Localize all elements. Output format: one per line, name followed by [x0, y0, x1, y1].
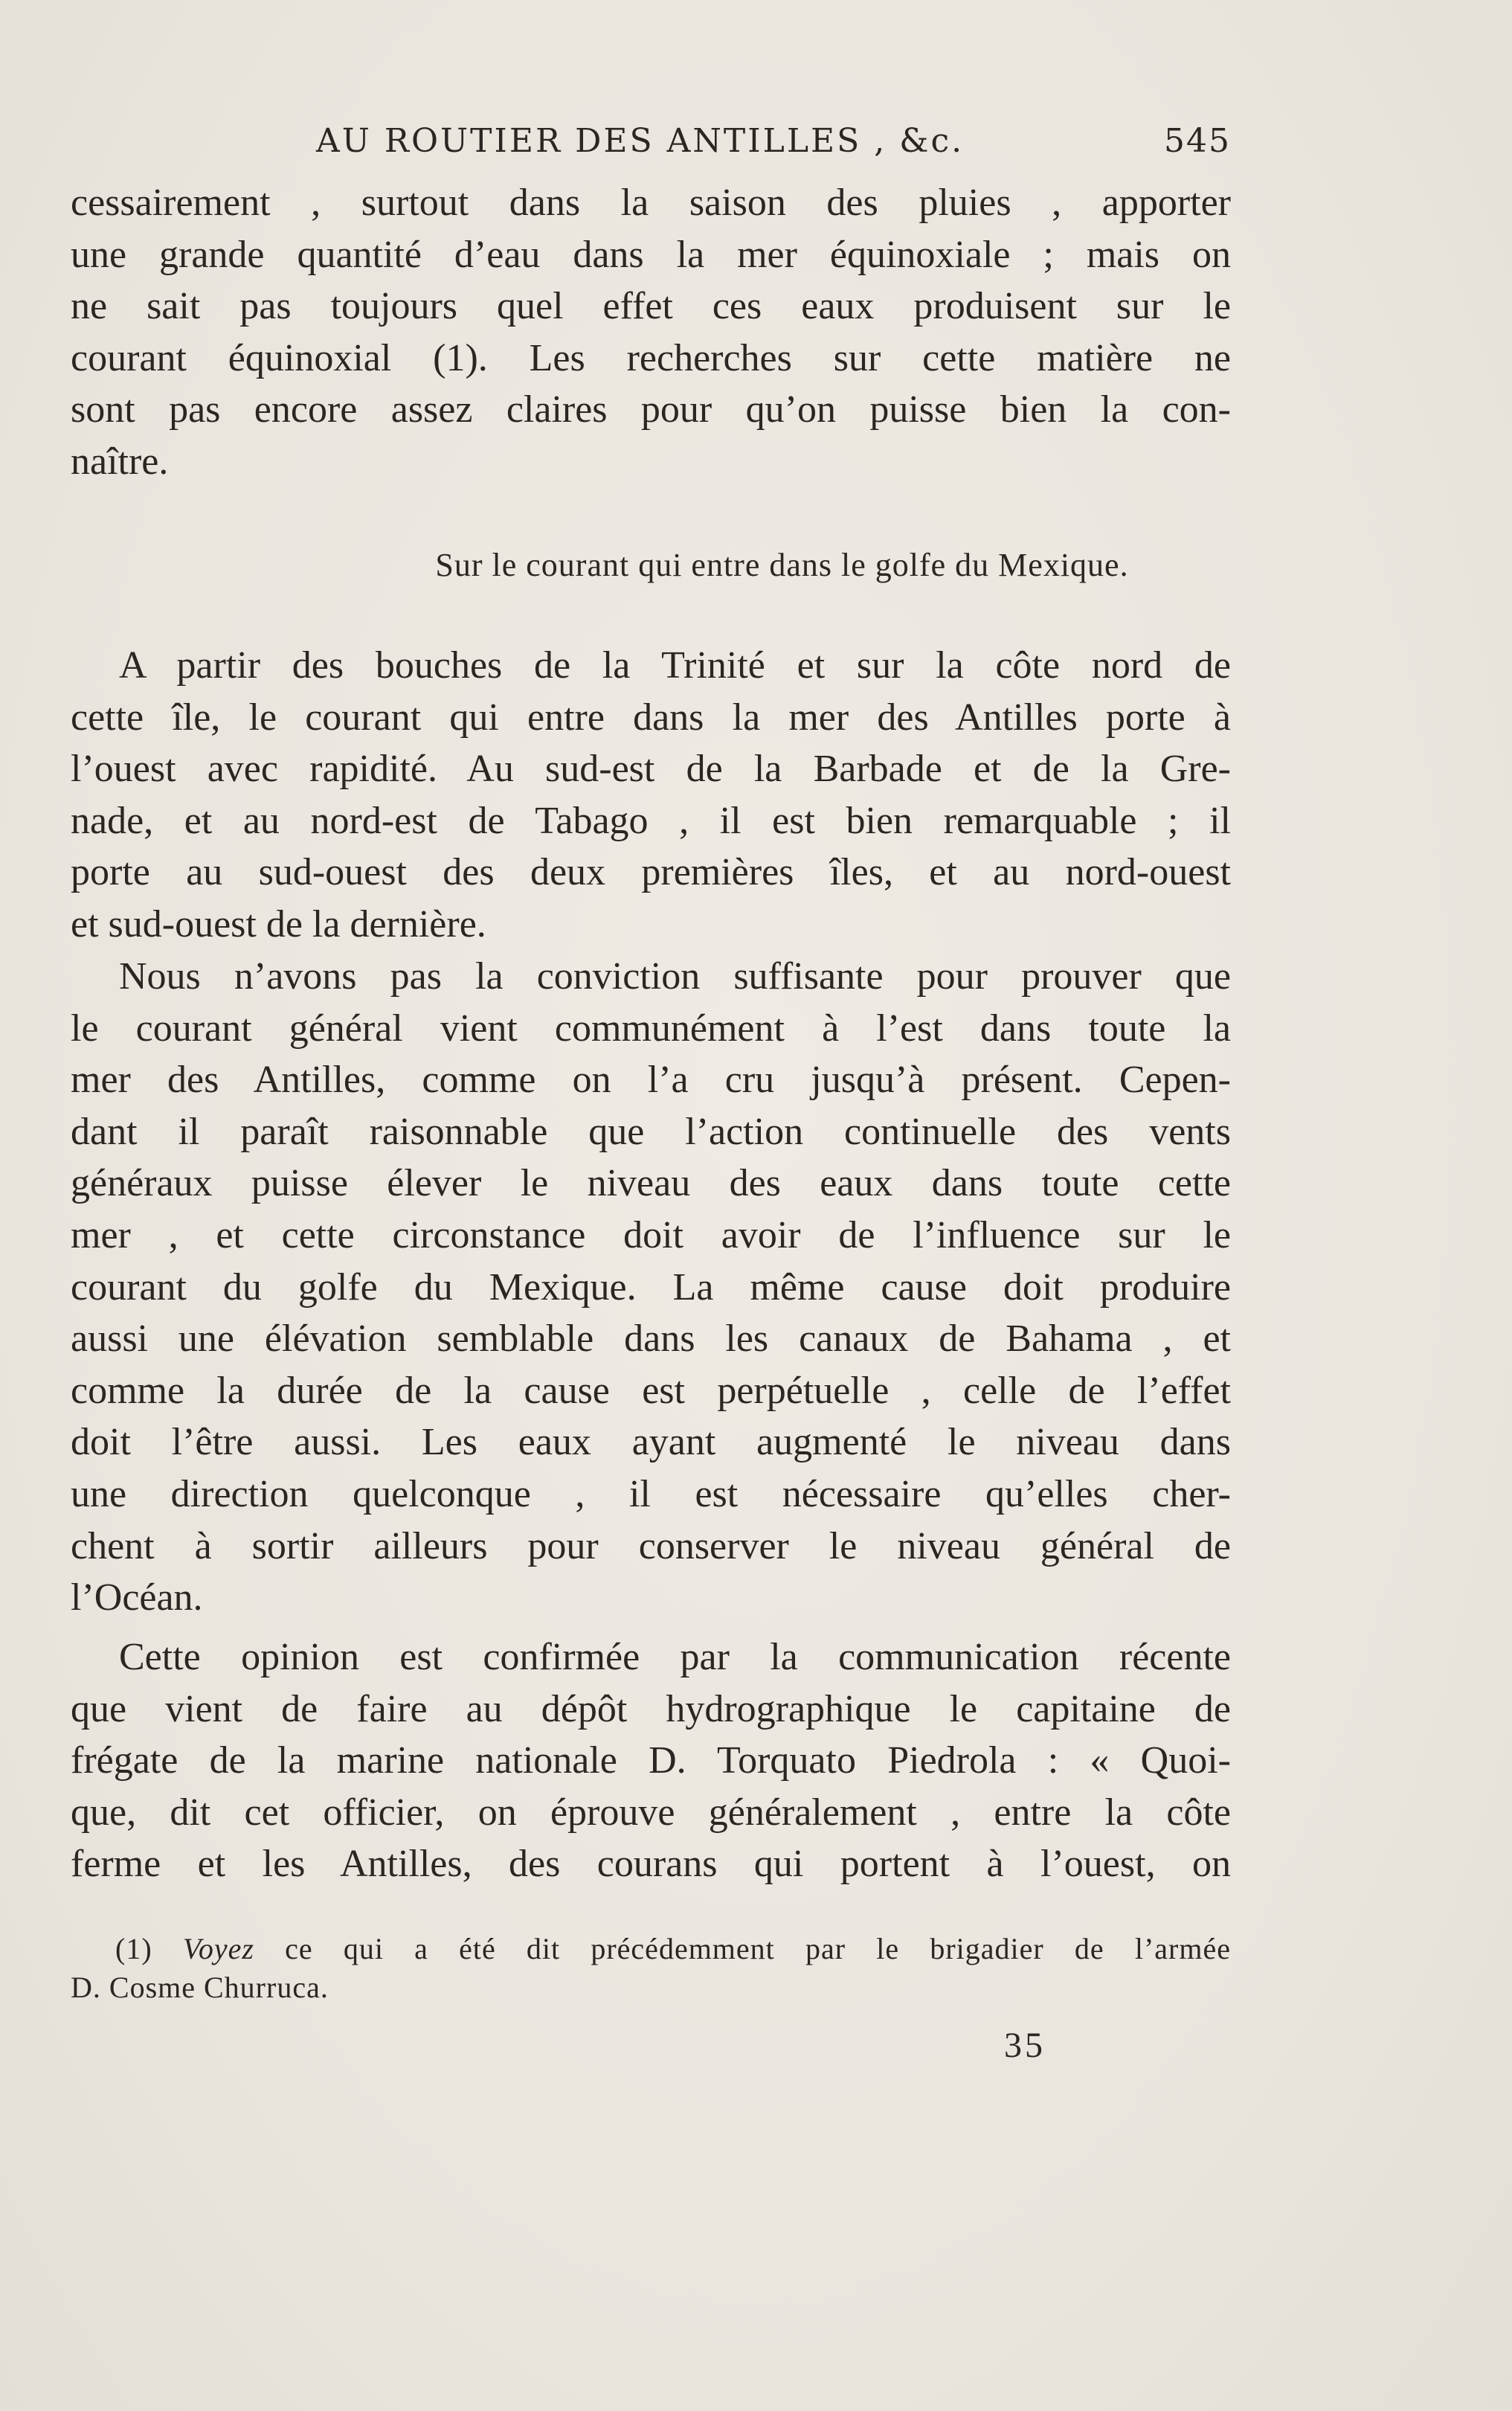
text-line: une grande quantité d’eau dans la mer équinoxiale ; mais on — [71, 233, 1231, 276]
paragraph-4 — [71, 1631, 1231, 1890]
section-heading-text: Sur le courant qui entre dans le golfe du Mexique. — [435, 547, 1129, 583]
text-line: mer , et cette circonstance doit avoir de l’influence sur le — [71, 1213, 1231, 1256]
text-line: aussi une élévation semblable dans les canaux de Bahama , et — [71, 1317, 1231, 1361]
paragraph-2 — [71, 640, 1231, 951]
text-line: l’Océan. — [71, 1576, 203, 1619]
text-line: chent à sortir ailleurs pour conserver le niveau général de — [71, 1524, 1231, 1567]
text-line: que vient de faire au dépôt hydrographique le capitaine de — [71, 1687, 1231, 1730]
footnote-line: D. Cosme Churruca. — [71, 1971, 329, 2004]
text-line: sont pas encore assez claires pour qu’on puisse bien la con- — [71, 388, 1231, 431]
text-line: que, dit cet officier, on éprouve généralement , entre la côte — [71, 1791, 1231, 1834]
text-line: l’ouest avec rapidité. Au sud-est de la Barbade et de la Gre- — [71, 748, 1231, 791]
text-line: courant du golfe du Mexique. La même cause doit produire — [71, 1265, 1231, 1309]
footnote-text: ce qui a été dit précédemment par le brigadier de l’armée — [285, 1932, 1231, 1965]
text-line: A partir des bouches de la Trinité et sur la côte nord de — [119, 644, 1231, 687]
text-line: Cette opinion est confirmée par la communication récente — [119, 1636, 1231, 1678]
page-number: 545 — [1164, 122, 1231, 160]
text-line: généraux puisse élever le niveau des eaux dans toute cette — [71, 1162, 1231, 1205]
text-line: frégate de la marine nationale D. Torquato Piedrola : « Quoi- — [71, 1739, 1231, 1782]
text-line: porte au sud-ouest des deux premières îles, et au nord-ouest — [71, 851, 1231, 894]
text-line: le courant général vient communément à l’est dans toute la — [71, 1007, 1231, 1050]
paragraph-1 — [71, 177, 1231, 488]
text-line: une direction quelconque , il est nécessaire qu’elles cher- — [71, 1472, 1231, 1515]
text-line: dant il paraît raisonnable que l’action continuelle des vents — [71, 1110, 1231, 1153]
text-line: nade, et au nord-est de Tabago , il est bien remarquable ; il — [71, 799, 1231, 842]
page-header — [71, 113, 1231, 165]
text-line: doit l’être aussi. Les eaux ayant augmenté le niveau dans — [71, 1421, 1231, 1464]
running-title: AU ROUTIER DES ANTILLES , &c. — [316, 122, 965, 160]
paragraph-3 — [71, 951, 1231, 1624]
text-line: ferme et les Antilles, des courans qui portent à l’ouest, on — [71, 1843, 1231, 1886]
text-line: cessairement , surtout dans la saison des pluies , apporter — [71, 182, 1231, 224]
section-heading — [0, 546, 1512, 584]
footnote-marker: (1) — [115, 1932, 152, 1965]
text-line: comme la durée de la cause est perpétuelle , celle de l’effet — [71, 1369, 1231, 1412]
text-line: mer des Antilles, comme on l’a cru jusqu’à présent. Cepen- — [71, 1059, 1231, 1102]
footnote-line — [71, 1930, 1231, 1968]
text-line: cette île, le courant qui entre dans la mer des Antilles porte à — [71, 696, 1231, 739]
text-line: et sud-ouest de la dernière. — [71, 902, 486, 946]
text-line: ne sait pas toujours quel effet ces eaux produisent sur le — [71, 285, 1231, 328]
text-line: naître. — [71, 440, 169, 483]
text-line: courant équinoxial (1). Les recherches sur cette matière ne — [71, 336, 1231, 379]
footnote — [71, 1930, 1231, 2007]
signature-mark: 35 — [1004, 2026, 1046, 2065]
text-line: Nous n’avons pas la conviction suffisante pour prouver que — [119, 955, 1231, 998]
footnote-italic: Voyez — [182, 1932, 254, 1965]
